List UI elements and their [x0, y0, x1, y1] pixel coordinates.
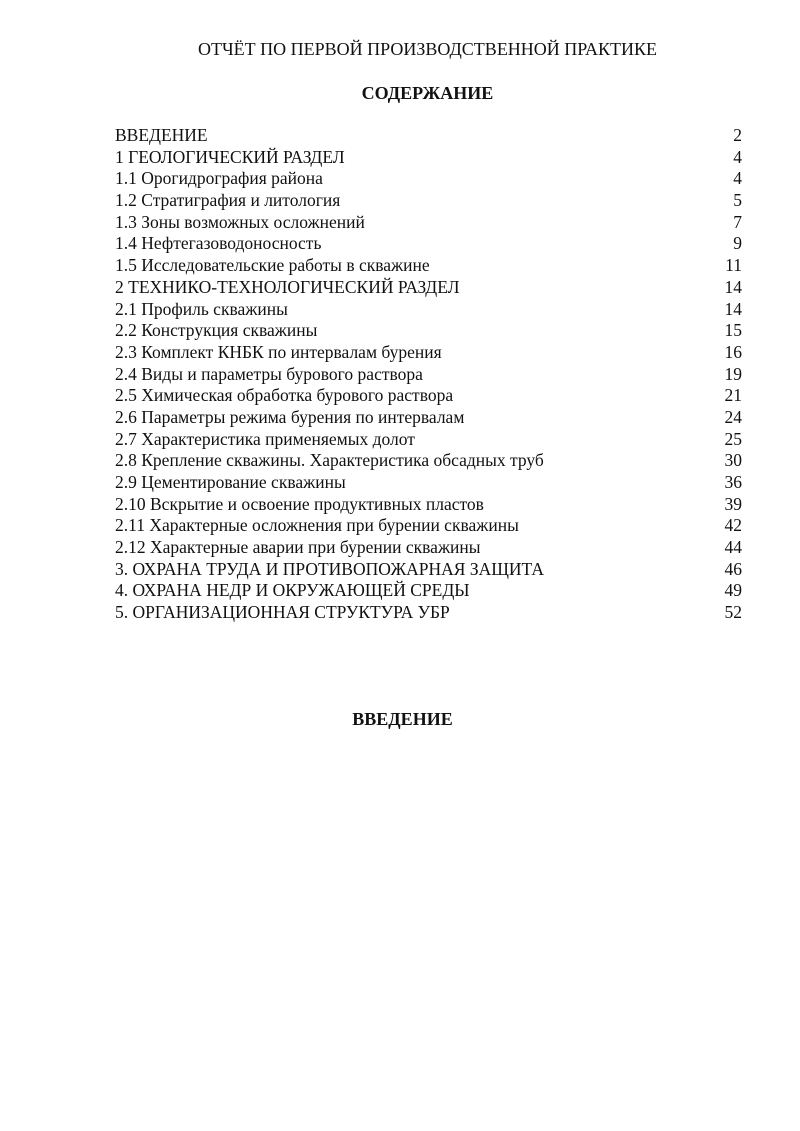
toc-entry-page: 24 — [724, 406, 742, 427]
toc-entry-page: 2 — [733, 125, 742, 145]
toc-entry-label: 5. ОРГАНИЗАЦИОННАЯ СТРУКТУРА УБР — [115, 602, 450, 623]
toc-entry-page: 9 — [733, 233, 742, 254]
toc-entry-label: 2.1 Профиль скважины — [115, 298, 288, 319]
toc-entry[interactable] — [115, 602, 742, 624]
toc-entry-page: 30 — [724, 450, 742, 471]
toc-entry[interactable] — [115, 212, 742, 234]
document-title: ОТЧЁТ ПО ПЕРВОЙ ПРОИЗВОДСТВЕННОЙ ПРАКТИКЕ — [197, 39, 658, 59]
toc-entry-page: 19 — [724, 363, 742, 384]
toc-entry[interactable] — [115, 342, 742, 364]
toc-entry-label: 2.2 Конструкция скважины — [115, 320, 318, 341]
toc-entry-label: 2.5 Химическая обработка бурового раствора — [115, 385, 454, 406]
toc-entry-page: 44 — [724, 537, 742, 558]
toc-entry-page: 42 — [724, 515, 742, 536]
toc-entry-label: 2.10 Вскрытие и освоение продуктивных пластов — [115, 493, 484, 514]
toc-heading: СОДЕРЖАНИЕ — [361, 83, 494, 103]
toc-entry[interactable] — [115, 407, 742, 429]
toc-entry-page: 16 — [724, 341, 742, 362]
toc-entry[interactable] — [115, 233, 742, 255]
toc-entry-page: 4 — [733, 146, 742, 167]
toc-entry-page: 14 — [724, 298, 742, 319]
toc-entry[interactable] — [115, 472, 742, 494]
toc-entry-page: 21 — [724, 385, 742, 406]
toc-entry[interactable] — [115, 299, 742, 321]
toc-entry-label: 2.4 Виды и параметры бурового раствора — [115, 363, 423, 384]
toc-entry-page: 39 — [724, 493, 742, 514]
toc-entry-page: 4 — [733, 168, 742, 189]
toc-entry-page: 5 — [733, 190, 742, 211]
toc-entry-label: 3. ОХРАНА ТРУДА И ПРОТИВОПОЖАРНАЯ ЗАЩИТА — [115, 558, 544, 579]
toc-entry[interactable] — [115, 190, 742, 212]
toc-entry[interactable] — [115, 320, 742, 342]
toc-entry-label: 2.3 Комплект КНБК по интервалам бурения — [115, 341, 442, 362]
toc-entry-page: 49 — [724, 580, 742, 601]
toc-entry[interactable] — [115, 515, 742, 537]
toc-entry-page: 25 — [724, 428, 742, 449]
toc-entry-page: 52 — [724, 602, 742, 623]
toc-entry-label: 2.7 Характеристика применяемых долот — [115, 428, 415, 449]
section-heading-introduction: ВВЕДЕНИЕ — [352, 709, 453, 729]
toc-entry[interactable] — [115, 450, 742, 472]
toc-entry-label: 2.8 Крепление скважины. Характеристика обсадных труб — [115, 450, 544, 471]
toc-entry[interactable] — [115, 537, 742, 559]
toc-entry[interactable] — [115, 494, 742, 516]
toc-entry-label: 2.9 Цементирование скважины — [115, 472, 346, 492]
toc-entry-label: 1.5 Исследовательские работы в скважине — [115, 255, 430, 276]
toc-entry-page: 46 — [724, 558, 742, 579]
toc-entry-label: 1.3 Зоны возможных осложнений — [115, 211, 365, 232]
toc-entry-label: 2.12 Характерные аварии при бурении скважины — [115, 537, 481, 558]
toc-entry-label: 1.1 Орогидрография района — [115, 168, 323, 189]
toc-entry-label: 1.2 Стратиграфия и литология — [115, 190, 341, 211]
toc-entry[interactable] — [115, 125, 742, 147]
toc-entry-page: 15 — [724, 320, 742, 341]
toc-entry[interactable] — [115, 580, 742, 602]
toc-entry-label: 2.6 Параметры режима бурения по интервалам — [115, 406, 465, 427]
toc-entry[interactable] — [115, 559, 742, 581]
toc-entry-page: 36 — [724, 472, 742, 492]
toc-entry[interactable] — [115, 168, 742, 190]
toc-entry-label: 2.11 Характерные осложнения при бурении скважины — [115, 515, 519, 536]
toc-entry-label: 1.4 Нефтегазоводоносность — [115, 233, 322, 254]
toc-entry[interactable] — [115, 147, 742, 169]
toc-entry[interactable] — [115, 429, 742, 451]
toc-entry-label: 2 ТЕХНИКО-ТЕХНОЛОГИЧЕСКИЙ РАЗДЕЛ — [115, 276, 460, 297]
toc-entry-page: 7 — [733, 211, 742, 232]
toc-entry[interactable] — [115, 277, 742, 299]
toc-entry-label: 4. ОХРАНА НЕДР И ОКРУЖАЮЩЕЙ СРЕДЫ — [115, 580, 470, 601]
toc-entry[interactable] — [115, 385, 742, 407]
toc-entry-page: 14 — [724, 276, 742, 297]
toc-entry[interactable] — [115, 364, 742, 386]
toc-entry-page: 11 — [725, 255, 742, 276]
toc-entry-label: 1 ГЕОЛОГИЧЕСКИЙ РАЗДЕЛ — [115, 146, 345, 167]
toc-entry-label: ВВЕДЕНИЕ — [115, 125, 208, 145]
toc-entry[interactable] — [115, 255, 742, 277]
table-of-contents — [115, 125, 742, 624]
